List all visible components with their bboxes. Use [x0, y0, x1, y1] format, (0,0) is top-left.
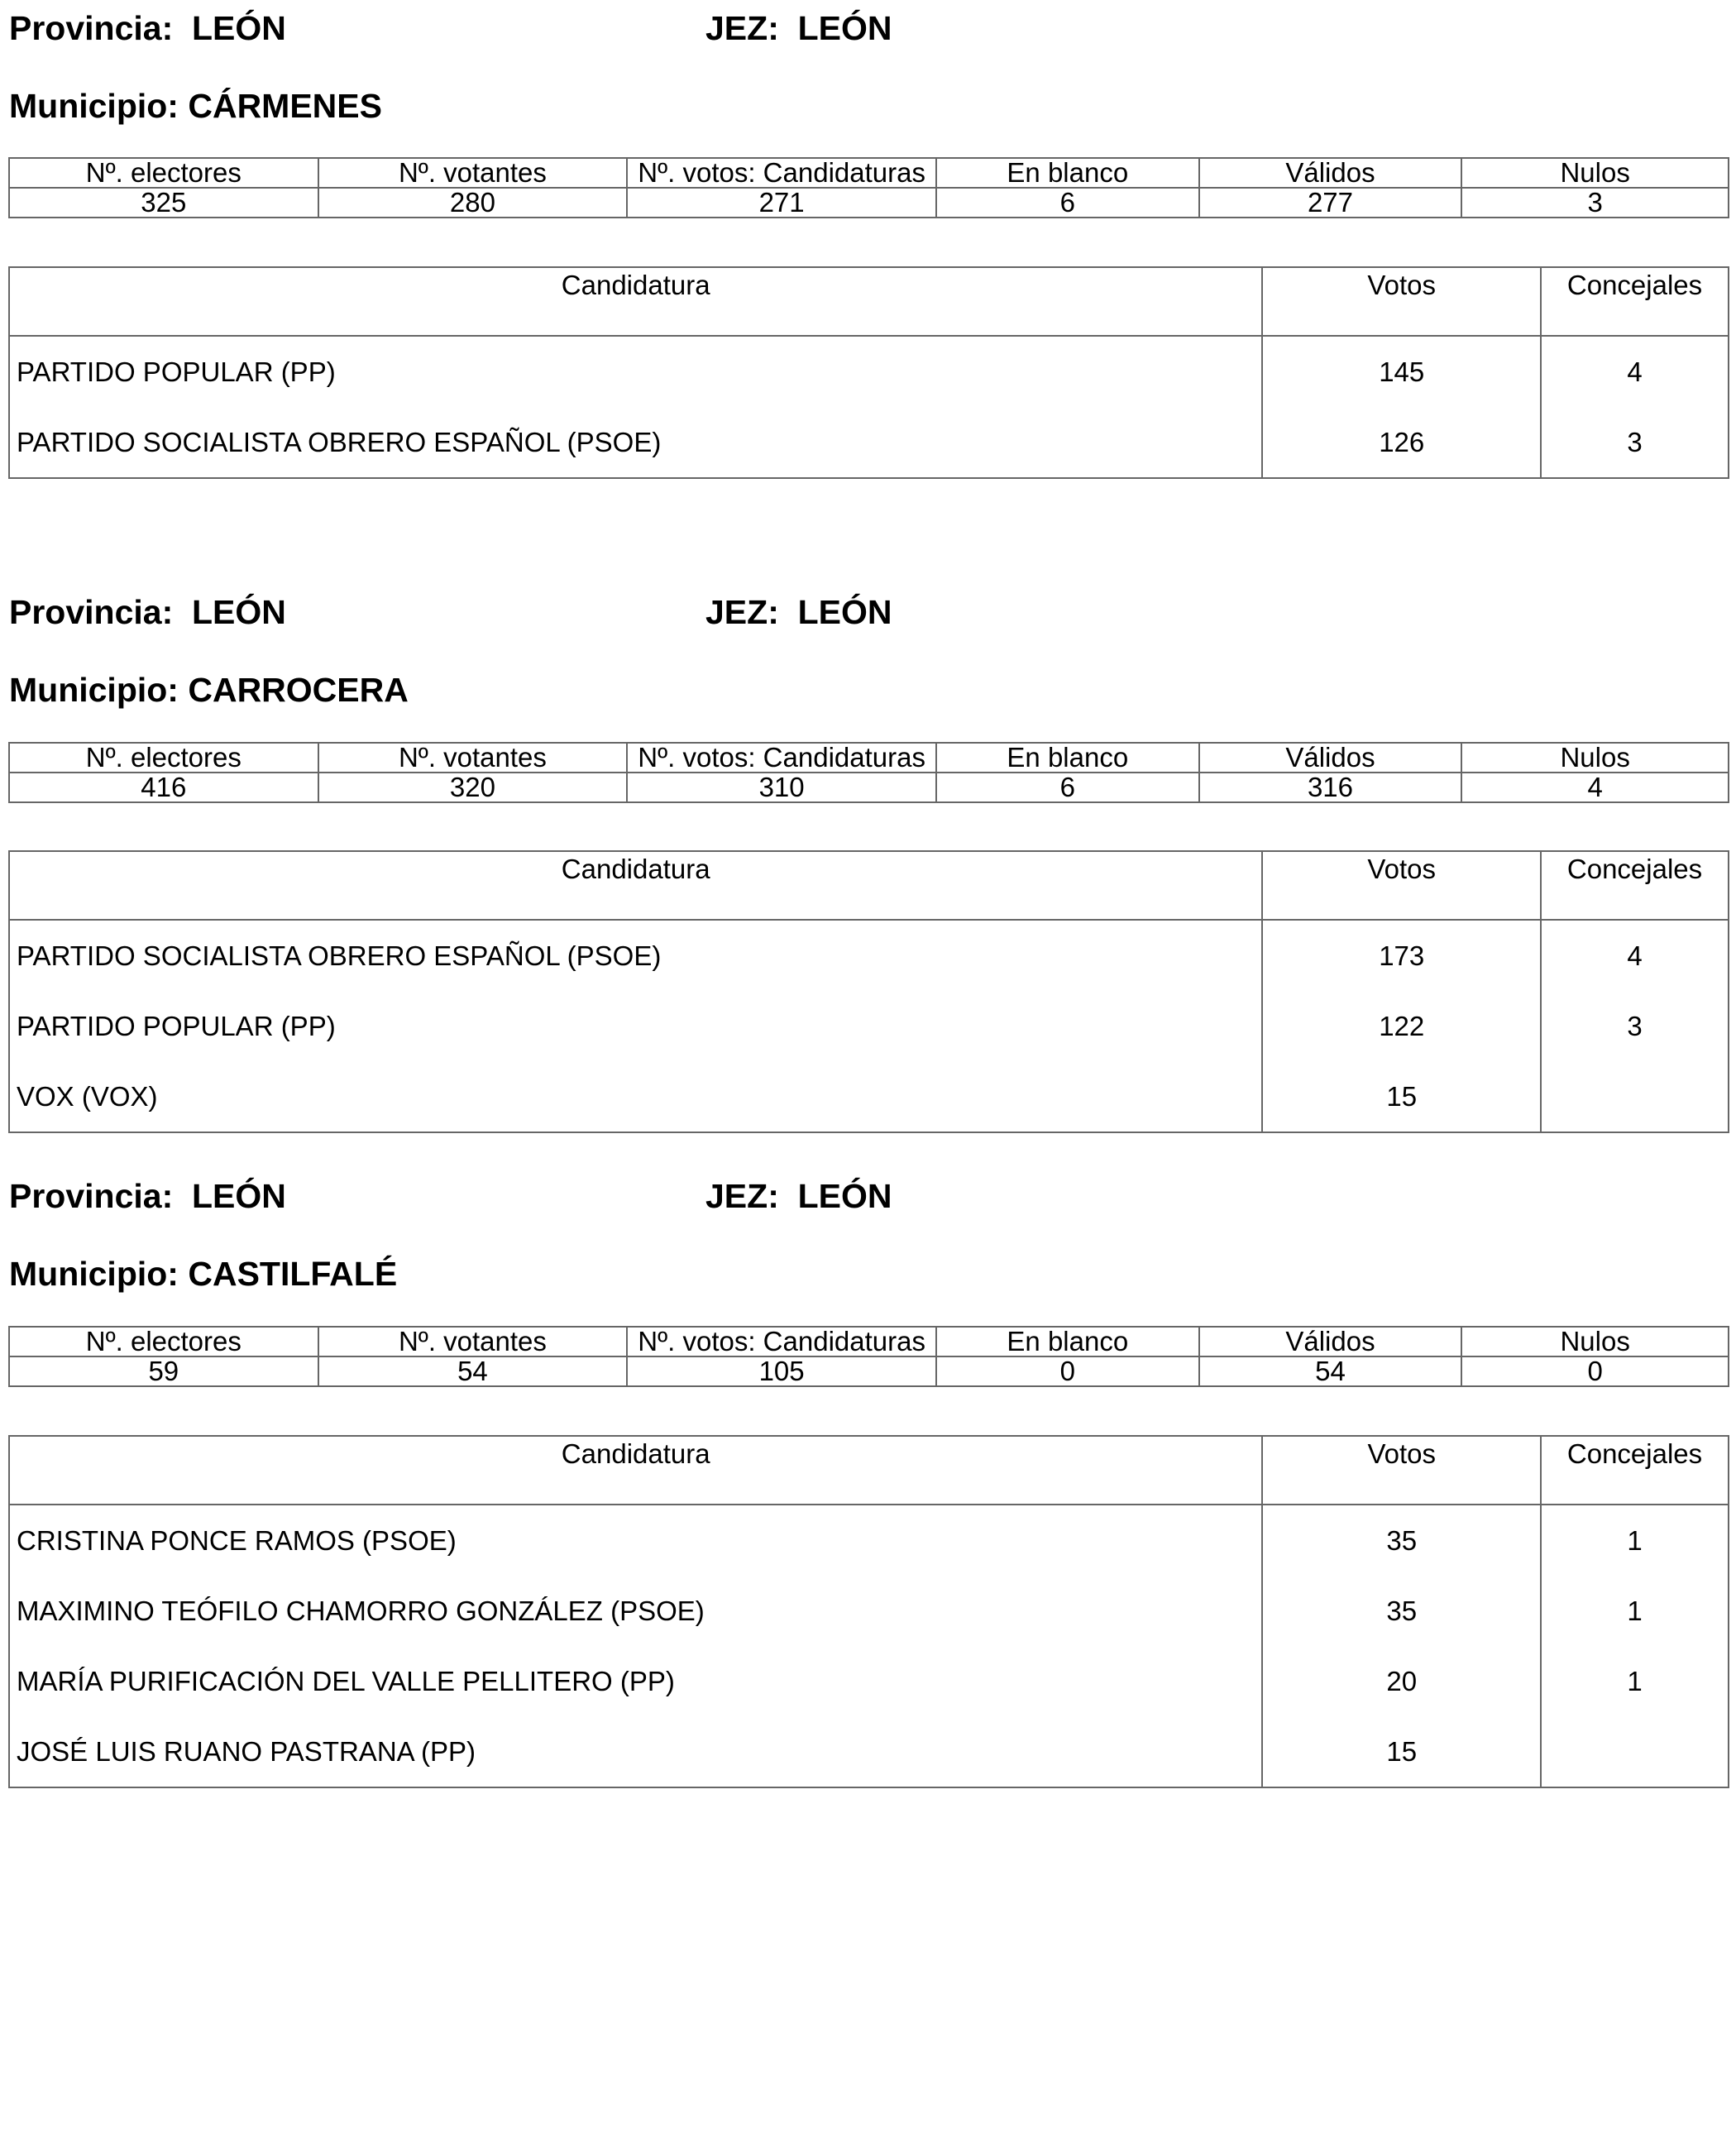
- votos-header: Votos: [1262, 1436, 1541, 1505]
- summary-value: 0: [1461, 1356, 1729, 1386]
- votos-value: 173: [1262, 920, 1541, 991]
- candidatura-name: PARTIDO POPULAR (PP): [9, 991, 1262, 1061]
- summary-value: 6: [936, 188, 1199, 218]
- summary-header: Nº. electores: [9, 1327, 318, 1356]
- candidatura-name: PARTIDO SOCIALISTA OBRERO ESPAÑOL (PSOE): [9, 920, 1262, 991]
- table-row: [9, 1576, 1729, 1646]
- candidatura-header: Candidatura: [9, 1436, 1262, 1505]
- candidatura-name: MARÍA PURIFICACIÓN DEL VALLE PELLITERO (PP): [9, 1646, 1262, 1716]
- summary-table: [8, 157, 1729, 218]
- votos-header: Votos: [1262, 267, 1541, 336]
- candidatura-header: Candidatura: [9, 267, 1262, 336]
- summary-header-row: [9, 1327, 1729, 1356]
- summary-header-row: [9, 158, 1729, 188]
- summary-value: 59: [9, 1356, 318, 1386]
- summary-header: Nº. votantes: [318, 1327, 628, 1356]
- provincia-label: Provincia: LEÓN: [9, 9, 286, 47]
- summary-value: 316: [1199, 773, 1462, 802]
- summary-value: 416: [9, 773, 318, 802]
- summary-value: 4: [1461, 773, 1729, 802]
- candidatura-name: PARTIDO POPULAR (PP): [9, 336, 1262, 407]
- candidaturas-header-row: [9, 1436, 1729, 1505]
- votos-value: 126: [1262, 407, 1541, 478]
- concejales-value: 3: [1541, 407, 1729, 478]
- votos-value: 35: [1262, 1505, 1541, 1576]
- summary-value: 310: [627, 773, 936, 802]
- table-row: [9, 1061, 1729, 1132]
- candidaturas-table: [8, 850, 1729, 1133]
- summary-value-row: [9, 188, 1729, 218]
- summary-value: 6: [936, 773, 1199, 802]
- candidaturas-table: [8, 1435, 1729, 1788]
- votos-header: Votos: [1262, 851, 1541, 920]
- table-row: [9, 407, 1729, 478]
- candidaturas-header-row: [9, 267, 1729, 336]
- summary-header: En blanco: [936, 158, 1199, 188]
- summary-value: 325: [9, 188, 318, 218]
- summary-value: 277: [1199, 188, 1462, 218]
- summary-header: Nº. votantes: [318, 743, 628, 773]
- votos-value: 15: [1262, 1716, 1541, 1787]
- candidatura-name: VOX (VOX): [9, 1061, 1262, 1132]
- summary-table: [8, 742, 1729, 803]
- table-row: [9, 1716, 1729, 1787]
- candidatura-name: MAXIMINO TEÓFILO CHAMORRO GONZÁLEZ (PSOE): [9, 1576, 1262, 1646]
- table-row: [9, 1505, 1729, 1576]
- summary-value: 3: [1461, 188, 1729, 218]
- municipio-title: Municipio: CÁRMENES: [9, 87, 382, 125]
- candidatura-header: Candidatura: [9, 851, 1262, 920]
- votos-value: 20: [1262, 1646, 1541, 1716]
- municipio-title: Municipio: CARROCERA: [9, 671, 409, 709]
- summary-header-row: [9, 743, 1729, 773]
- candidaturas-table: [8, 266, 1729, 479]
- summary-header: Nº. electores: [9, 158, 318, 188]
- concejales-value: 4: [1541, 336, 1729, 407]
- concejales-value: 4: [1541, 920, 1729, 991]
- candidatura-name: JOSÉ LUIS RUANO PASTRANA (PP): [9, 1716, 1262, 1787]
- municipio-title: Municipio: CASTILFALÉ: [9, 1255, 398, 1293]
- summary-header: Nº. votos: Candidaturas: [627, 158, 936, 188]
- table-row: [9, 991, 1729, 1061]
- summary-header: Válidos: [1199, 158, 1462, 188]
- summary-header: Nº. votos: Candidaturas: [627, 743, 936, 773]
- concejales-value: 3: [1541, 991, 1729, 1061]
- summary-header: Nº. votantes: [318, 158, 628, 188]
- concejales-value: [1541, 1716, 1729, 1787]
- table-row: [9, 336, 1729, 407]
- votos-value: 15: [1262, 1061, 1541, 1132]
- summary-value: 271: [627, 188, 936, 218]
- votos-value: 145: [1262, 336, 1541, 407]
- summary-value-row: [9, 773, 1729, 802]
- votos-value: 35: [1262, 1576, 1541, 1646]
- concejales-value: 1: [1541, 1646, 1729, 1716]
- summary-value: 105: [627, 1356, 936, 1386]
- summary-value: 280: [318, 188, 628, 218]
- summary-header: Nº. votos: Candidaturas: [627, 1327, 936, 1356]
- summary-value: 54: [318, 1356, 628, 1386]
- jez-label: JEZ: LEÓN: [705, 593, 892, 631]
- summary-header: En blanco: [936, 1327, 1199, 1356]
- summary-value: 0: [936, 1356, 1199, 1386]
- summary-header: Nº. electores: [9, 743, 318, 773]
- summary-header: Válidos: [1199, 1327, 1462, 1356]
- candidatura-name: PARTIDO SOCIALISTA OBRERO ESPAÑOL (PSOE): [9, 407, 1262, 478]
- summary-value: 54: [1199, 1356, 1462, 1386]
- provincia-label: Provincia: LEÓN: [9, 1177, 286, 1215]
- summary-header: En blanco: [936, 743, 1199, 773]
- concejales-value: 1: [1541, 1505, 1729, 1576]
- summary-header: Nulos: [1461, 743, 1729, 773]
- summary-header: Nulos: [1461, 158, 1729, 188]
- concejales-header: Concejales: [1541, 267, 1729, 336]
- jez-label: JEZ: LEÓN: [705, 1177, 892, 1215]
- summary-value-row: [9, 1356, 1729, 1386]
- summary-header: Nulos: [1461, 1327, 1729, 1356]
- votos-value: 122: [1262, 991, 1541, 1061]
- summary-value: 320: [318, 773, 628, 802]
- table-row: [9, 920, 1729, 991]
- concejales-value: 1: [1541, 1576, 1729, 1646]
- concejales-header: Concejales: [1541, 1436, 1729, 1505]
- concejales-header: Concejales: [1541, 851, 1729, 920]
- candidaturas-header-row: [9, 851, 1729, 920]
- summary-header: Válidos: [1199, 743, 1462, 773]
- table-row: [9, 1646, 1729, 1716]
- jez-label: JEZ: LEÓN: [705, 9, 892, 47]
- candidatura-name: CRISTINA PONCE RAMOS (PSOE): [9, 1505, 1262, 1576]
- provincia-label: Provincia: LEÓN: [9, 593, 286, 631]
- summary-table: [8, 1326, 1729, 1387]
- concejales-value: [1541, 1061, 1729, 1132]
